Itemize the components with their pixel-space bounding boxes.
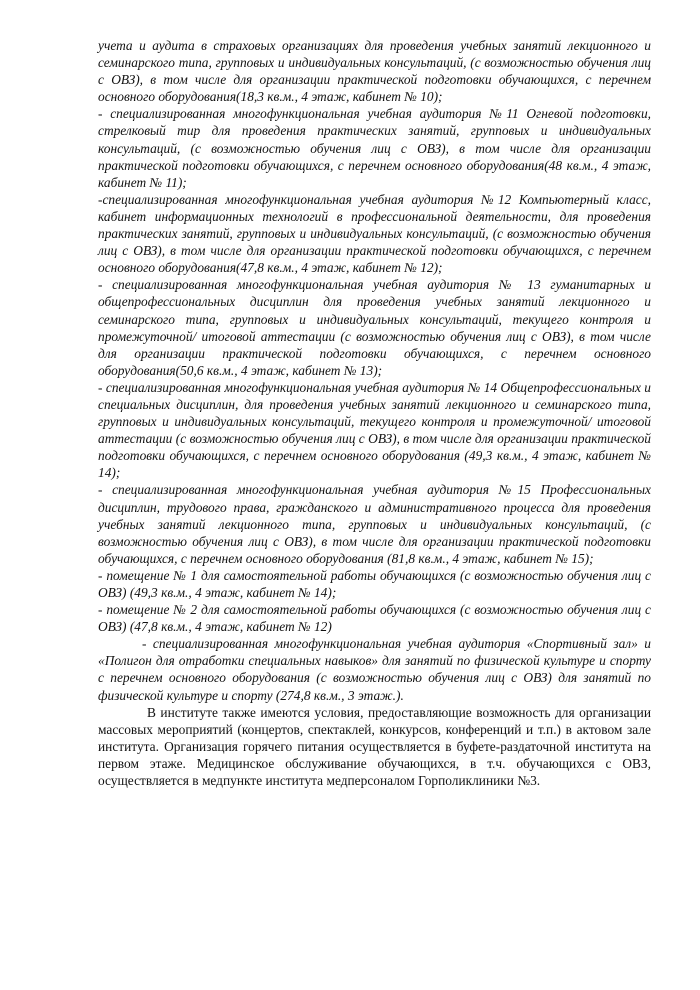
room-item-15-professional: - специализированная многофункциональная учебная аудитория №15 Профессиональных дисциплин, трудового права, гражданского и административного процесса для проведения учебных занятий лекционного типа, групповых и индивидуальных консультаций, (с возможностью обучения лиц с ОВЗ), в том числе для организации практической подготовки обучающихся, с перечнем основного оборудования (81,8 кв.м., 4 этаж, кабинет № 15);: [98, 482, 651, 566]
room-item-self-study-1: - помещение № 1 для самостоятельной работы обучающихся (с возможностью обучения лиц с ОВЗ) (49,3 кв.м., 4 этаж, кабинет № 14);: [98, 567, 651, 600]
room-item-sports-hall: - специализированная многофункциональная учебная аудитория «Спортивный зал» и «Полигон для отработки специальных навыков» для занятий по физической культуре и спорту с перечнем основного оборудования (с возможностью обучения лиц с ОВЗ) для занятий по физической культуре и спорту (274,8 кв.м., 3 этаж.).: [98, 636, 651, 703]
closing-paragraph: В институте также имеются условия, предоставляющие возможность для организации массовых мероприятий (концертов, спектаклей, конкурсов, конференций и т.п.) в актовом зале института. Организация горячего питания осуществляется в буфете-раздаточной института на первом этаже. Медицинское обслуживание обучающихся, в т.ч. обучающихся с ОВЗ, осуществляется в медпункте института медперсоналом Горполиклиники №3.: [98, 704, 651, 789]
document-page: [98, 37, 651, 789]
room-item-13-humanities: - специализированная многофункциональная учебная аудитория № 13 гуманитарных и общепрофессиональных дисциплин для проведения учебных занятий лекционного и семинарского типа, групповых и индивидуальных консультаций, текущего контроля и промежуточной/ итоговой аттестации (с возможностью обучения лиц с ОВЗ), в том числе для организации практической подготовки обучающихся, с перечнем основного оборудования(50,6 кв.м., 4 этаж, кабинет № 13);: [98, 277, 651, 378]
room-item-self-study-2: - помещение № 2 для самостоятельной работы обучающихся (с возможностью обучения лиц с ОВЗ) (47,8 кв.м., 4 этаж, кабинет № 12): [98, 602, 651, 635]
room-item-accounting-audit: учета и аудита в страховых организациях для проведения учебных занятий лекционного и семинарского типа, групповых и индивидуальных консультаций, (с возможностью обучения лиц с ОВЗ), в том числе для организации практической подготовки обучающихся, с перечнем основного оборудования(18,3 кв.м., 4 этаж, кабинет № 10);: [98, 38, 651, 105]
room-item-12-computer-class: -специализированная многофункциональная учебная аудитория №12 Компьютерный класс, кабинет информационных технологий в профессиональной деятельности, для проведения практических занятий, групповых и индивидуальных консультаций, (с возможностью обучения лиц с ОВЗ), в том числе для организации практической подготовки обучающихся, с перечнем основного оборудования(47,8 кв.м., 4 этаж, кабинет № 12);: [98, 191, 651, 276]
room-item-11-firearms: - специализированная многофункциональная учебная аудитория №11 Огневой подготовки, стрелковый тир для проведения практических занятий, групповых и индивидуальных консультаций, (с возможностью обучения лиц с ОВЗ), в том числе для организации практической подготовки обучающихся, с перечнем основного оборудования(48 кв.м., 4 этаж, кабинет № 11);: [98, 106, 651, 190]
room-item-14-general-professional: - специализированная многофункциональная учебная аудитория № 14 Общепрофессиональных и специальных дисциплин, для проведения учебных занятий лекционного и семинарского типа, групповых и индивидуальных консультаций, текущего контроля и промежуточной/ итоговой аттестации (с возможностью обучения лиц с ОВЗ), в том числе для организации практической подготовки обучающихся, с перечнем основного оборудования (49,3 кв.м., 4 этаж, кабинет № 14);: [98, 379, 651, 481]
